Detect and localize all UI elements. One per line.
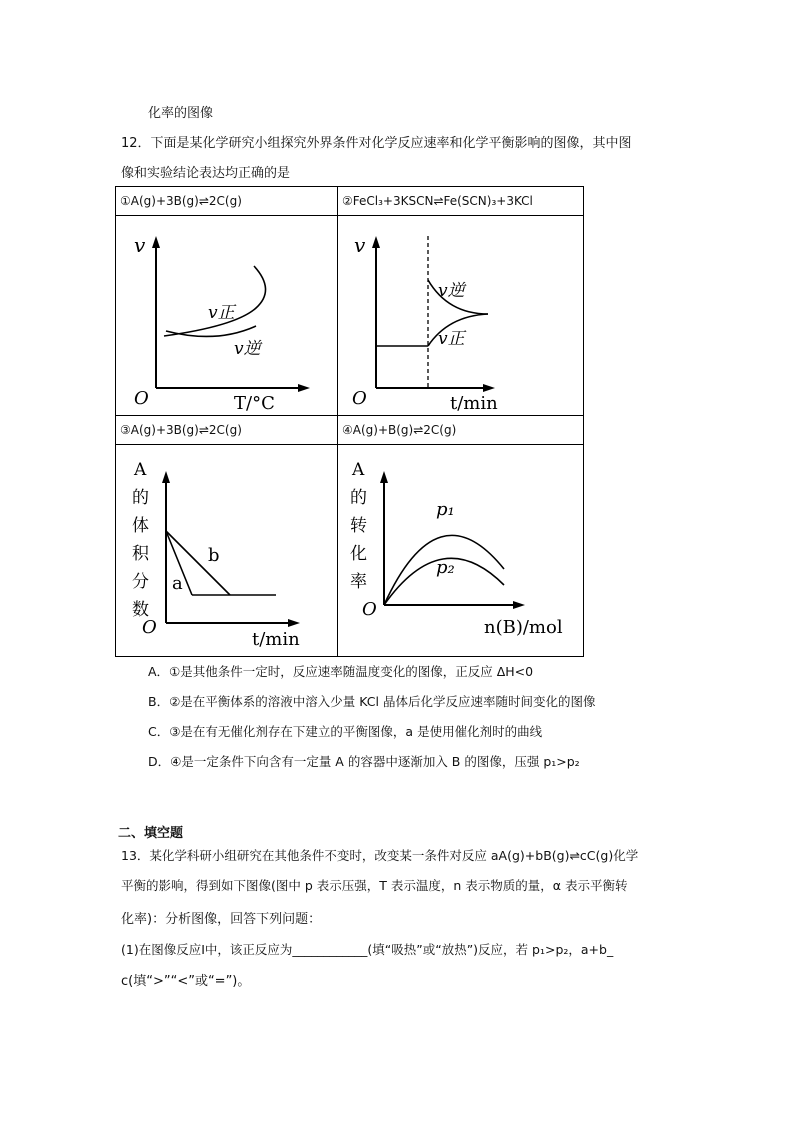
panel3-y-char: 的: [132, 488, 149, 508]
panel3-curve1-label: b: [208, 545, 220, 566]
q12-option-d: D．④是一定条件下向含有一定量 A 的容器中逐渐加入 B 的图像，压强 p₁>p₂: [148, 754, 580, 769]
panel1-curve-v-forward: [164, 266, 266, 336]
q13-line5: c(填“>”“<”或“=”)。: [121, 974, 251, 989]
panel1-y-label: v: [134, 233, 146, 257]
q12-stem-line1: 12．下面是某化学研究小组探究外界条件对化学反应速率和化学平衡影响的图像，其中图: [121, 136, 632, 151]
panel2-y-label: v: [354, 233, 366, 257]
panel4-graph: [338, 445, 584, 657]
panel1-curve1-label: v正: [208, 303, 235, 323]
panel3-y-char: 分: [132, 572, 149, 592]
panel1-header: ①A(g)+3B(g)⇌2C(g): [116, 187, 338, 216]
panel4-origin: O: [362, 599, 377, 620]
panel3-header: ③A(g)+3B(g)⇌2C(g): [116, 416, 338, 445]
panel2-graph: [338, 216, 584, 416]
panel3-graph: [116, 445, 338, 657]
q12-stem-line2: 像和实验结论表达均正确的是: [121, 166, 291, 181]
panel2-curve1-label: v逆: [438, 281, 465, 301]
panel1-graph: [116, 216, 338, 416]
panel2-curve2-label: v正: [438, 329, 465, 349]
panel4-y-char: 转: [350, 516, 367, 536]
panel2-header: ②FeCl₃+3KSCN⇌Fe(SCN)₃+3KCl: [338, 187, 584, 216]
panel4-header: ④A(g)+B(g)⇌2C(g): [338, 416, 584, 445]
panel1-origin: O: [134, 388, 149, 409]
panel4-curve1-label: p₁: [436, 499, 455, 520]
q12-option-b: B．②是在平衡体系的溶液中溶入少量 KCl 晶体后化学反应速率随时间变化的图像: [148, 694, 596, 709]
panel4-y-char: 化: [350, 544, 367, 564]
section2-title: 二、填空题: [118, 826, 184, 841]
panel2-origin: O: [352, 388, 367, 409]
q13-line3: 化率)：分析图像，回答下列问题：: [121, 912, 322, 927]
panel4-x-label: n(B)/mol: [484, 617, 563, 638]
q11-tail: 化率的图像: [148, 106, 214, 121]
panel3-origin: O: [142, 617, 157, 638]
panel3-x-label: t/min: [252, 629, 300, 650]
panel1-x-label: T/°C: [234, 393, 275, 411]
panel3-y-char: 数: [132, 600, 149, 620]
q13-line1: 13．某化学科研小组研究在其他条件不变时，改变某一条件对反应 aA(g)+bB(g)⇌cC(g)化学: [121, 848, 639, 863]
q12-option-c: C．③是在有无催化剂存在下建立的平衡图像，a 是使用催化剂时的曲线: [148, 724, 543, 739]
panel4-y-char: 的: [350, 488, 367, 508]
panel1-curve2-label: v逆: [234, 339, 261, 359]
q12-figure-table: [115, 186, 584, 657]
panel3-y-char: A: [134, 460, 147, 480]
panel4-y-char: 率: [350, 572, 367, 592]
q13-line4: (1)在图像反应Ⅰ中，该正反应为____________(填“吸热”或“放热”)反应，若 p₁>p₂，a+b_: [121, 942, 614, 957]
panel4-curve2-label: p₂: [436, 557, 455, 578]
panel3-y-char: 积: [132, 544, 149, 564]
panel2-x-label: t/min: [450, 393, 498, 411]
q12-option-a: A．①是其他条件一定时，反应速率随温度变化的图像，正反应 ΔH<0: [148, 664, 534, 679]
q13-line2: 平衡的影响，得到如下图像(图中 p 表示压强，T 表示温度，n 表示物质的量，α 表示平衡转: [121, 878, 628, 893]
panel3-y-char: 体: [132, 516, 149, 536]
panel3-curve2-label: a: [172, 573, 183, 594]
panel4-y-char: A: [352, 460, 365, 480]
